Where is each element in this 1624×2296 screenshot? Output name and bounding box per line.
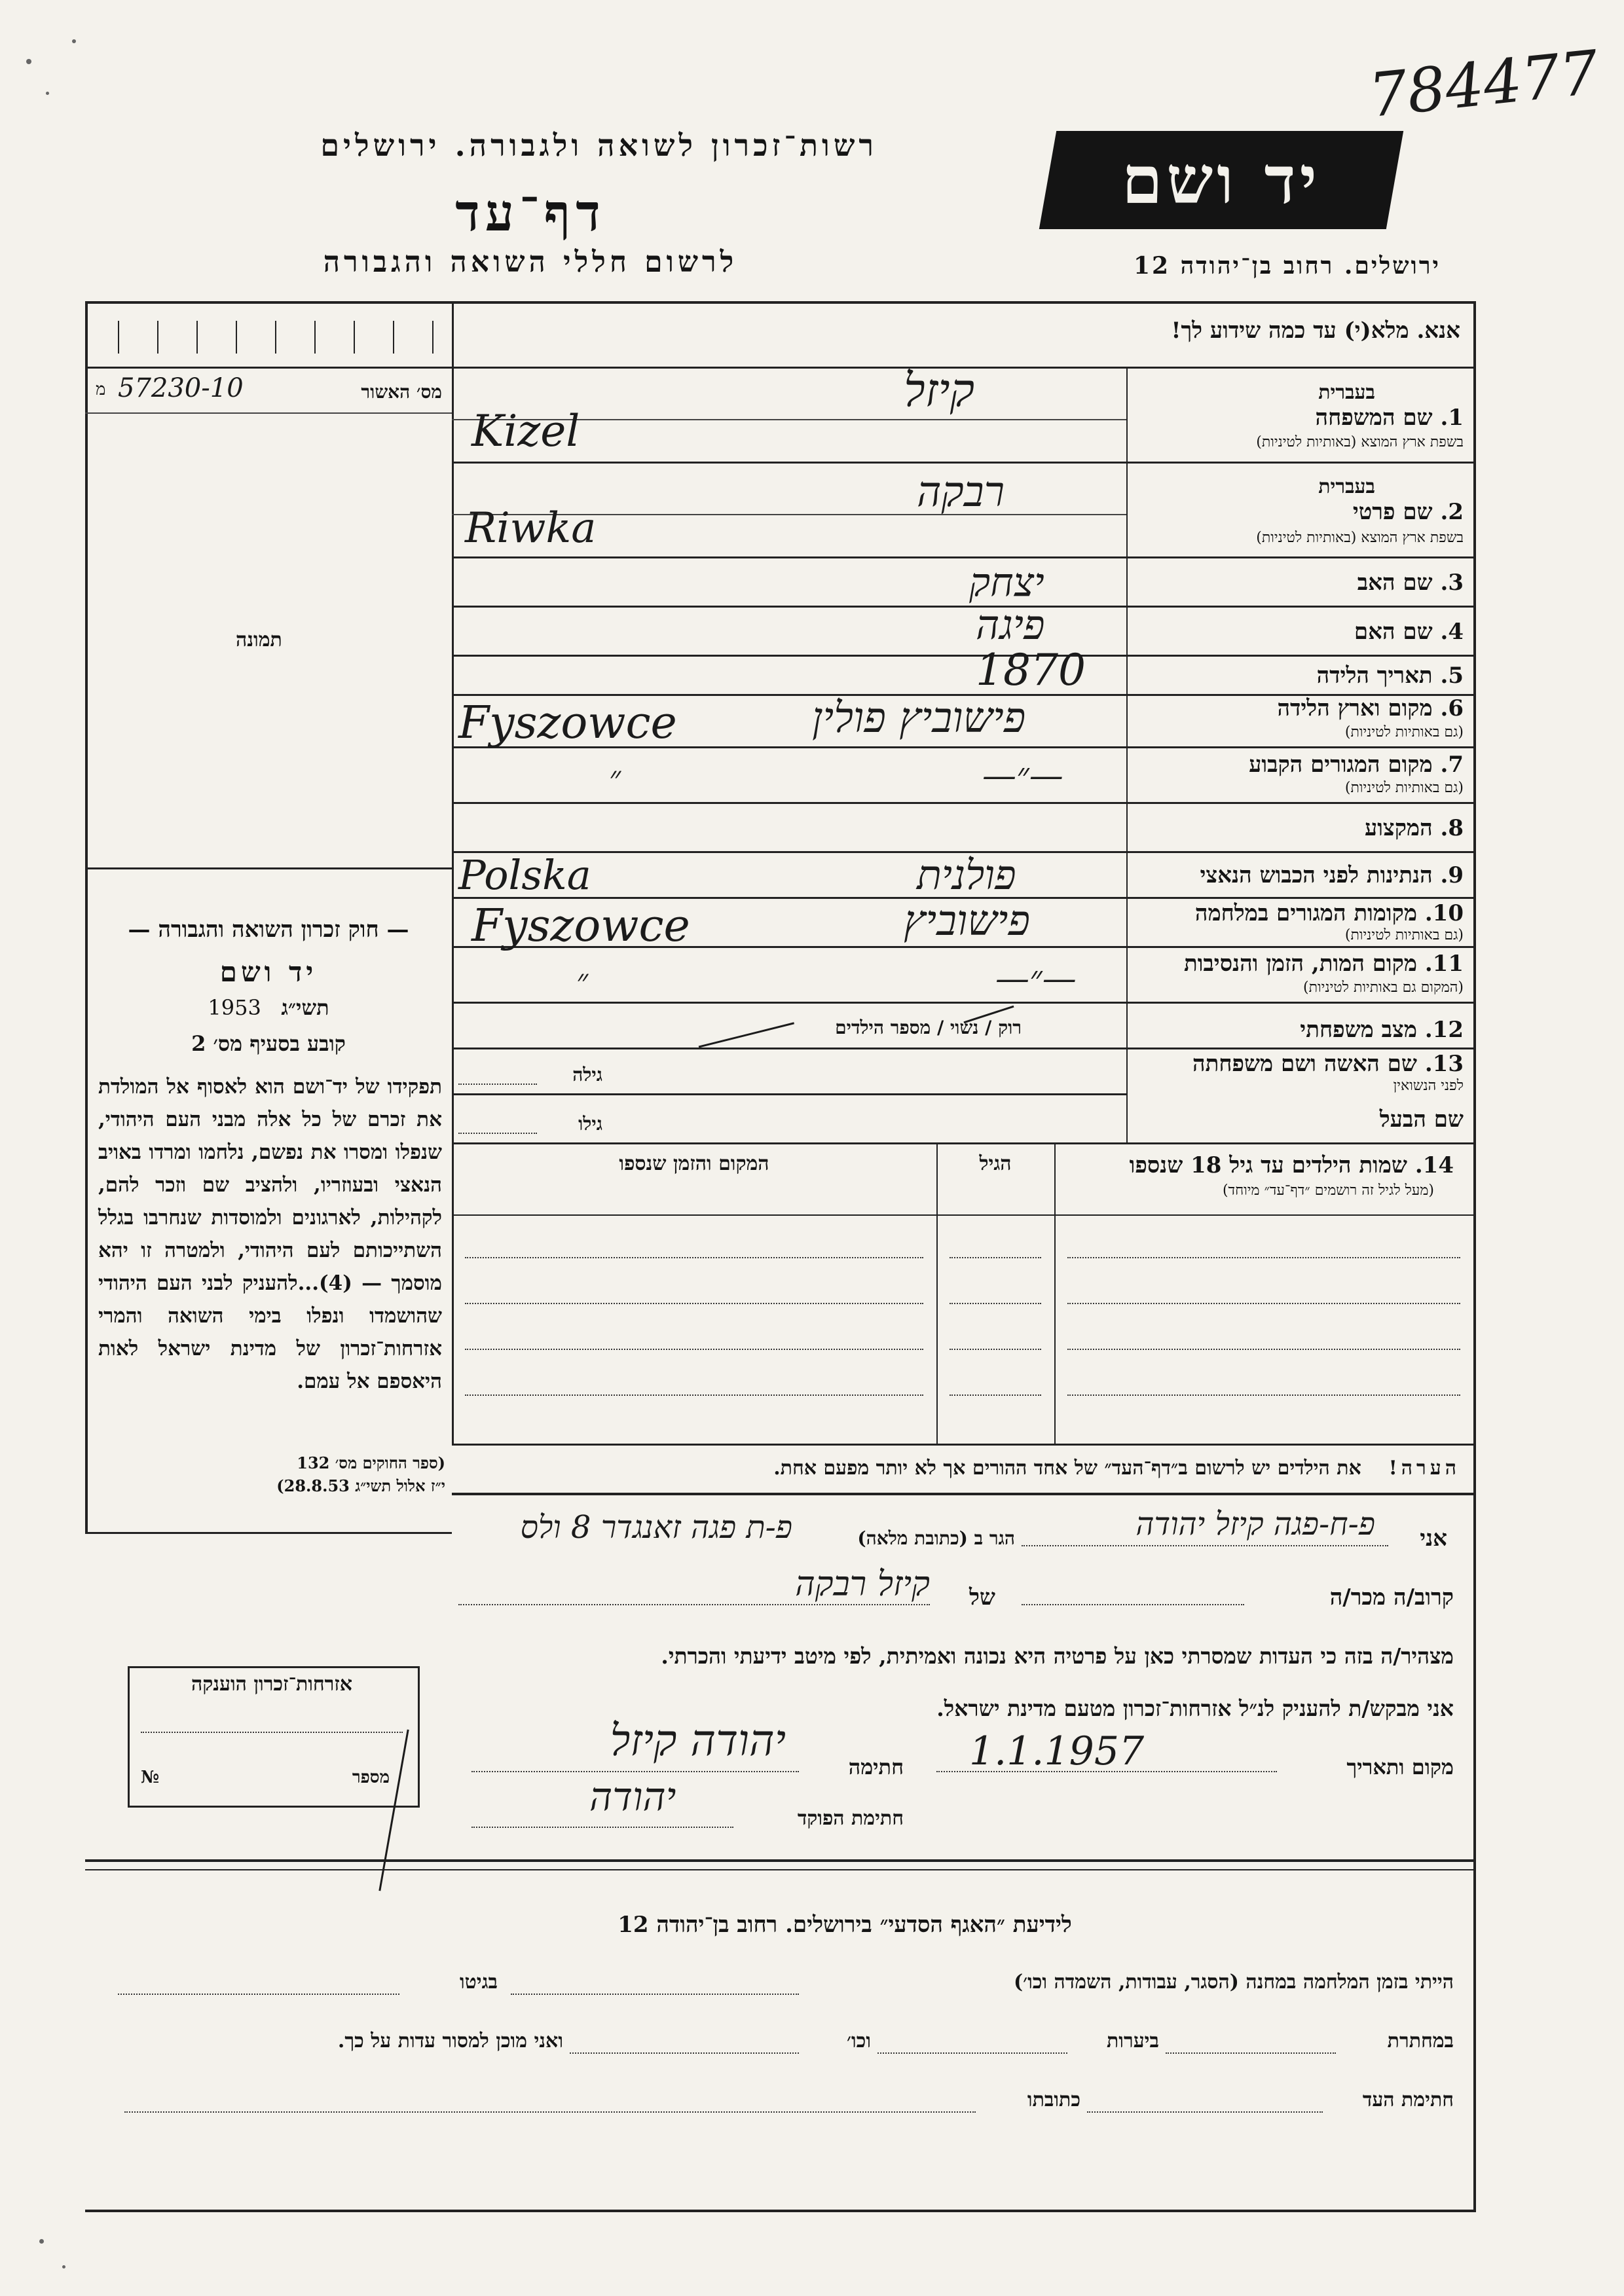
registration-number-row: [92, 373, 449, 412]
footer-address: כתובתו: [1027, 2088, 1080, 2111]
scan-speck: [26, 59, 31, 64]
field-8-label: [1365, 815, 1464, 841]
field-2-value-latin: Riwka: [465, 504, 597, 553]
instruction-text: אנא. מלא(י) עד כמה שידוע לך!: [1171, 318, 1460, 344]
footer-etc: וכו׳: [847, 2030, 871, 2052]
field-6-label: [1277, 695, 1464, 721]
field-9-text: הנתינות לפני הכבוש הנאצי: [1200, 862, 1433, 888]
yad-vashem-logo: [1039, 131, 1403, 229]
field-1-sub: בשפת ארץ המוצא (באותיות לטיניות): [1256, 434, 1464, 450]
field-9-number: 9.: [1440, 862, 1464, 888]
field-11-sub: (המקום גם באותיות לטיניות): [1303, 979, 1464, 996]
field-11-number: 11.: [1424, 951, 1464, 977]
declaration-address: פ-ת פגה זאנגדר 8 ולס: [520, 1509, 792, 1546]
children-header-number: 14.: [1414, 1152, 1454, 1178]
registration-label: מס׳ האשור: [361, 381, 442, 403]
field-11-text: מקום המות, הזמן והנסיבות: [1183, 951, 1417, 977]
field-2-value-hebrew: רבקה: [917, 468, 1005, 517]
field-5-label: [1317, 663, 1464, 689]
field-12-text: מצב משפחתי: [1300, 1017, 1417, 1043]
logo-text: יד ושם: [1122, 141, 1321, 219]
children-note-label: הערה!: [1388, 1457, 1460, 1480]
field-1-hebrew-tag: בעברית: [1318, 381, 1375, 404]
declaration-name: פ-ח-פגה קיזל יהודה: [1135, 1506, 1375, 1542]
field-6-text: מקום וארץ הלידה: [1277, 695, 1433, 721]
field-3-number: 3.: [1440, 570, 1464, 596]
registration-ticks: [92, 308, 445, 367]
law-year: 1953: [208, 995, 261, 1020]
field-2-number: 2.: [1440, 499, 1464, 525]
certificate-title: אזרחות־זכרון הוענקה: [191, 1673, 353, 1696]
certificate-number-label: מספר: [352, 1768, 390, 1787]
field-1-label: [1316, 405, 1464, 431]
field-6-value-hebrew: פישוביץ פולין: [812, 694, 1026, 742]
field-12-options: רוק / נשוי / מספר הילדים: [835, 1017, 1022, 1038]
scan-speck: [39, 2239, 44, 2244]
date-value: 1.1.1957: [969, 1728, 1145, 1774]
children-header-names: [1130, 1152, 1454, 1178]
field-10-value-latin: Fyszowce: [471, 900, 690, 952]
law-clause: קובע בסעיף מס׳ 2: [191, 1031, 346, 1056]
field-13-age-label: גילה: [572, 1064, 602, 1085]
field-2-label: [1353, 499, 1464, 525]
declaration-ani: אני: [1420, 1525, 1447, 1552]
signature-value: יהודה קיזל: [610, 1715, 786, 1766]
children-header-place: המקום והזמן שנספו: [619, 1152, 769, 1175]
address-line: ירושלים. רחוב בן־יהודה 12: [1133, 252, 1441, 280]
field-7-value-latin: ״: [609, 759, 621, 796]
field-11-value-latin: ״: [576, 962, 589, 999]
field-13-label: [1192, 1051, 1464, 1077]
field-2-hebrew-tag: בעברית: [1318, 475, 1375, 498]
field-6-value-latin: Fyszowce: [458, 697, 677, 749]
field-4-number: 4.: [1440, 619, 1464, 645]
field-2-text: שם פרטי: [1352, 499, 1433, 525]
footer-ghetto: בגיטו: [459, 1971, 498, 1994]
form-subtitle: לרשום חללי השואה והגבורה: [323, 246, 738, 279]
footer-witness-signature: חתימת העד: [1362, 2088, 1454, 2111]
declaration-request: אני מבקש/ת להעניק לנ״ל אזרחות־זכרון מטעם מדינת ישראל.: [936, 1696, 1454, 1721]
certificate-number-suffix: №: [141, 1768, 160, 1787]
field-10-sub: (גם באותיות לטיניות): [1344, 927, 1464, 943]
field-11-label: [1184, 951, 1464, 977]
field-6-number: 6.: [1440, 695, 1464, 721]
field-7-sub: (גם באותיות לטיניות): [1344, 780, 1464, 796]
official-signature-label: חתימת הפוקד: [797, 1807, 904, 1830]
certificate-number-row: [141, 1768, 403, 1787]
husband-name-label: שם הבעל: [1379, 1106, 1464, 1133]
of-label: של: [969, 1584, 995, 1611]
scan-speck: [72, 39, 76, 43]
registration-number: 57230-10: [118, 373, 244, 403]
registration-prefix: מ: [96, 380, 106, 399]
field-4-label: [1354, 619, 1464, 645]
children-header-sub: (מעל לגיל זה רושמים ״דף־עד״ מיוחד): [1222, 1182, 1434, 1199]
field-8-number: 8.: [1440, 815, 1464, 841]
law-year-hebrew: תשי״ג: [281, 995, 329, 1020]
field-3-text: שם האב: [1357, 570, 1433, 596]
field-13-sub: לפני הנשואין: [1393, 1078, 1464, 1094]
place-date-label: מקום ותאריך: [1346, 1755, 1454, 1779]
field-1-value-hebrew: קיזל: [904, 363, 975, 417]
handwritten-serial-number: 784477: [1365, 37, 1602, 132]
footer-notice: לידיעת ״האגף הסדעי״ בירושלים. רחוב בן־יהודה 12: [618, 1912, 1072, 1938]
field-12-number: 12.: [1424, 1017, 1464, 1043]
field-9-label: [1200, 862, 1464, 888]
field-9-value-latin: Polska: [458, 851, 591, 899]
field-7-number: 7.: [1440, 752, 1464, 778]
law-title: — חוק זכרון השואה והגבורה —: [128, 917, 409, 943]
official-signature-value: יהודה: [589, 1774, 676, 1820]
field-13-text: שם האשה ושם משפחתה: [1192, 1051, 1417, 1077]
field-5-text: תאריך הלידה: [1316, 663, 1433, 689]
field-3-label: [1357, 570, 1464, 596]
form-title: דף־עד: [455, 183, 606, 243]
field-4-text: שם האם: [1354, 619, 1433, 645]
field-8-text: המקצוע: [1364, 815, 1433, 841]
children-note: [471, 1457, 1460, 1480]
field-7-label: [1249, 752, 1464, 778]
children-note-text: את הילדים יש לרשום ב״דף־העד״ של אחד ההורים אך לא יותר מפעם אחת.: [773, 1457, 1361, 1480]
field-11-value-hebrew: —״—: [995, 959, 1077, 998]
field-13-number: 13.: [1424, 1051, 1464, 1077]
law-reference-2: י״ז אלול תשי״ג 28.8.53): [276, 1476, 445, 1495]
children-header-text: שמות הילדים עד גיל 18 שנספו: [1129, 1152, 1407, 1178]
husband-age-label: גילו: [578, 1113, 602, 1135]
field-10-text: מקומות המגורים במלחמה: [1194, 900, 1417, 926]
law-body: תפקידו של יד־ושם הוא לאסוף אל המולדת את זכרם של כל אלה מבני העם היהודי, שנפלו ומסרו את נפשם, נלחמו ומרדו באויב הנאצי ובעוזריו, ולהציב שם וזכר להם, לקהילות, לארגונים ולמוסדות שנחרבו בגלל השתייכותם לעם היהודי, ולמטרה זו יהא מוסמך — (4)...להעניק לבני העם היהודי שהושמדו ונפלו בימי השואה והמרי אזרחות־זכרון של מדינת ישראל לאות היאספם אל עמם.: [98, 1075, 442, 1393]
authority-line: רשות־זכרון לשואה ולגבורה. ירושלים: [320, 128, 877, 163]
field-1-value-latin: Kizel: [471, 406, 580, 456]
field-10-value-hebrew: פישוביץ: [904, 897, 1030, 945]
field-3-value: יצחק: [969, 560, 1044, 606]
field-1-number: 1.: [1440, 405, 1464, 431]
scan-speck: [62, 2265, 65, 2269]
law-reference-1: (ספר החוקים מס׳ 132: [297, 1453, 445, 1472]
of-value: קיזל רבקה: [795, 1565, 930, 1604]
field-10-number: 10.: [1424, 900, 1464, 926]
field-10-label: [1195, 900, 1464, 926]
relation-label: קרוב/ה מכר/ה: [1329, 1584, 1454, 1611]
signature-label: חתימה: [848, 1755, 904, 1779]
field-4-value: פיגה: [976, 601, 1045, 649]
field-5-number: 5.: [1440, 663, 1464, 689]
field-6-sub: (גם באותיות לטיניות): [1344, 724, 1464, 740]
law-year-row: [92, 995, 445, 1020]
field-1-text: שם המשפחה: [1315, 405, 1433, 431]
field-2-sub: בשפת ארץ המוצא (באותיות לטיניות): [1256, 530, 1464, 546]
law-name: יד ושם: [219, 956, 318, 988]
footer-underground: במחתרת: [1387, 2030, 1454, 2052]
scan-speck: [46, 92, 49, 95]
field-7-text: מקום המגורים הקבוע: [1249, 752, 1433, 778]
field-12-label: [1300, 1017, 1464, 1043]
footer-forests: ביערות: [1106, 2030, 1159, 2052]
footer-line1: הייתי בזמן המלחמה במחנה (הסגר, עבודות, השמדה וכו׳): [1013, 1971, 1454, 1994]
footer-willing: ואני מוכן למסור עדות על כך.: [337, 2030, 563, 2052]
field-5-value: 1870: [976, 645, 1086, 695]
photo-label: תמונה: [236, 629, 282, 651]
field-7-value-hebrew: —״—: [982, 756, 1063, 795]
children-header-age: הגיל: [979, 1152, 1012, 1175]
declaration-resides-label: הגר ב (כתובת מלאה): [857, 1527, 1015, 1549]
field-9-value-hebrew: פולנית: [917, 851, 1016, 899]
declaration-statement: מצהיר/ה בזה כי העדות שמסרתי כאן על פרטיה היא נכונה ואמיתית, לפי מיטב ידיעתי והכרתי.: [661, 1643, 1454, 1669]
